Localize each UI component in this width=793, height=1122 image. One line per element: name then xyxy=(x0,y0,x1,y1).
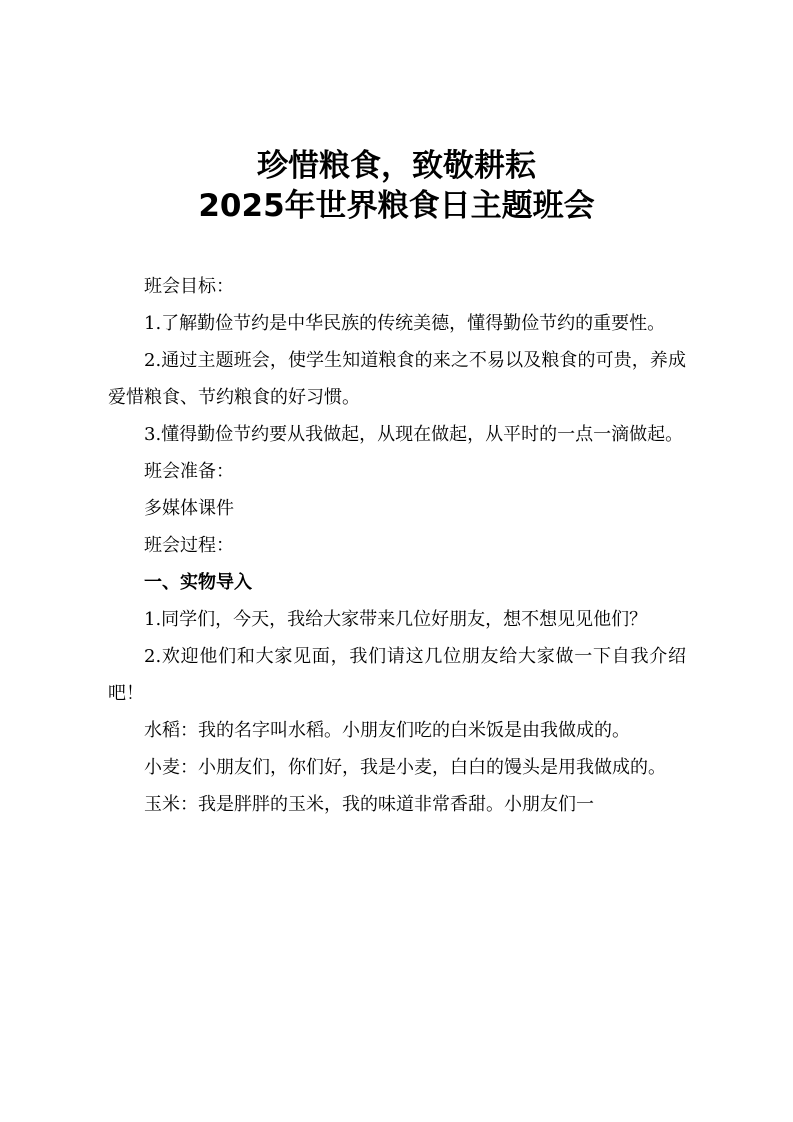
document-title-line-1: 珍惜粮食，致敬耕耘 xyxy=(257,148,536,184)
subsection-heading-intro: 一、实物导入 xyxy=(144,572,252,593)
goal-paragraph-2: 2.通过主题班会，使学生知道粮食的来之不易以及粮食的可贵，养成爱惜粮食、节约粮食的好习惯。 xyxy=(108,350,686,408)
process-paragraph-2: 2.欢迎他们和大家见面，我们请这几位朋友给大家做一下自我介绍吧！ xyxy=(108,646,686,704)
document-body xyxy=(108,268,686,823)
preparation-item: 多媒体课件 xyxy=(144,498,234,519)
dialogue-corn: 玉米：我是胖胖的玉米，我的味道非常香甜。小朋友们一 xyxy=(144,794,594,815)
section-heading-process: 班会过程： xyxy=(144,535,234,556)
section-heading-preparation: 班会准备： xyxy=(144,461,234,482)
goal-paragraph-3: 3.懂得勤俭节约要从我做起，从现在做起，从平时的一点一滴做起。 xyxy=(144,424,684,445)
goal-paragraph-1: 1.了解勤俭节约是中华民族的传统美德，懂得勤俭节约的重要性。 xyxy=(144,313,666,334)
section-heading-goals: 班会目标： xyxy=(144,276,234,297)
document-title-line-2: 2025年世界粮食日主题班会 xyxy=(198,188,595,224)
dialogue-rice: 水稻：我的名字叫水稻。小朋友们吃的白米饭是由我做成的。 xyxy=(144,720,630,741)
dialogue-wheat: 小麦：小朋友们，你们好，我是小麦，白白的馒头是用我做成的。 xyxy=(144,757,666,778)
process-paragraph-1: 1.同学们，今天，我给大家带来几位好朋友，想不想见见他们？ xyxy=(144,609,648,630)
